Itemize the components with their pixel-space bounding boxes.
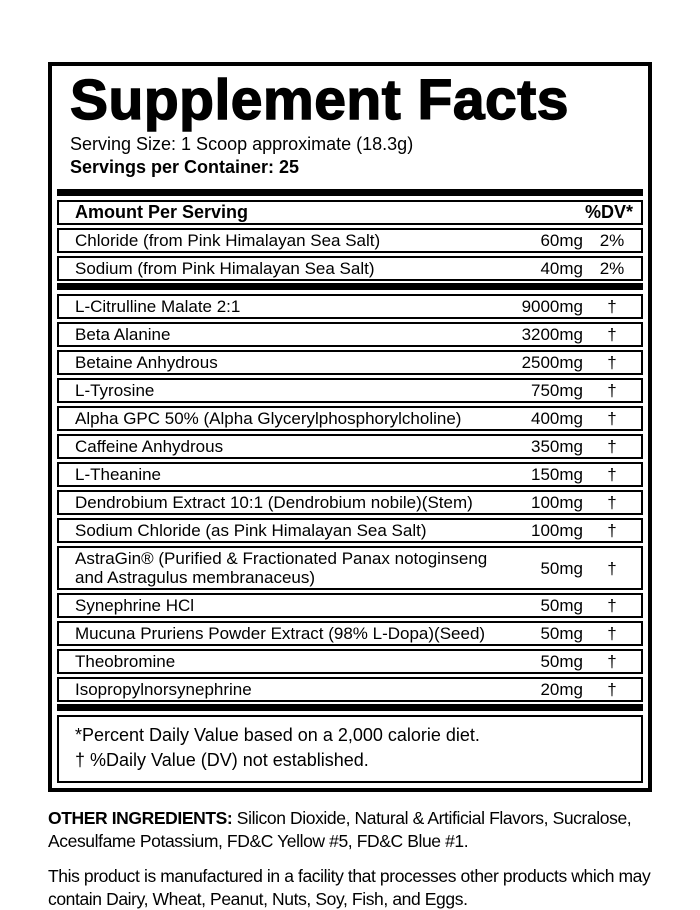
other-ingredients-text: Silicon Dioxide, Natural & Artificial Flavors, Sucralose, Acesulfame Potassium, FD&C Yellow #5, FD&C Blue #1.	[48, 808, 632, 851]
footnotes-box	[57, 715, 643, 783]
ingredient-amount: 50mg	[540, 558, 583, 578]
supplement-facts-panel	[48, 62, 652, 792]
ingredient-amount: 2500mg	[521, 353, 583, 372]
ingredient-amount: 150mg	[531, 465, 583, 484]
servings-per-container-line: Servings per Container: 25	[70, 157, 300, 177]
ingredient-amount: 40mg	[540, 259, 583, 278]
panel-title: Supplement Facts	[70, 68, 569, 132]
section-divider-bar	[57, 704, 643, 711]
ingredient-row	[57, 406, 643, 431]
ingredient-row	[57, 621, 643, 646]
daily-value-rows	[57, 228, 643, 281]
ingredient-name: Sodium Chloride (as Pink Himalayan Sea Salt)	[75, 521, 427, 540]
ingredient-name: AstraGin® (Purified & Fractionated Panax notoginseng and Astragulus membranaceus)	[75, 549, 488, 587]
ingredient-name: Betaine Anhydrous	[75, 353, 218, 372]
ingredient-name: Caffeine Anhydrous	[75, 437, 224, 456]
ingredient-name: Chloride (from Pink Himalayan Sea Salt)	[75, 231, 381, 250]
ingredient-amount: 9000mg	[521, 297, 583, 316]
ingredient-row	[57, 378, 643, 403]
ingredient-name: Synephrine HCl	[75, 596, 195, 615]
ingredient-dv: †	[607, 493, 617, 512]
ingredient-name: Theobromine	[75, 652, 176, 671]
ingredient-row	[57, 546, 643, 590]
ingredient-row	[57, 593, 643, 618]
ingredient-name: L-Theanine	[75, 465, 162, 484]
ingredient-dv: †	[607, 353, 617, 372]
ingredient-name: Dendrobium Extract 10:1 (Dendrobium nobile)(Stem)	[75, 493, 473, 512]
ingredient-dv: †	[607, 381, 617, 400]
dv-header: %DV*	[584, 202, 633, 222]
ingredient-name: Alpha GPC 50% (Alpha Glycerylphosphorylcholine)	[75, 409, 462, 428]
below-panel-text	[48, 807, 652, 910]
section-divider-bar	[57, 189, 643, 196]
ingredient-amount: 60mg	[540, 231, 583, 250]
ingredient-row	[57, 322, 643, 347]
ingredient-name: L-Tyrosine	[75, 381, 155, 400]
ingredient-dv: †	[607, 596, 617, 615]
ingredient-row	[57, 434, 643, 459]
ingredient-row	[57, 677, 643, 702]
section-divider-bar	[57, 283, 643, 290]
other-ingredients-paragraph	[48, 807, 652, 852]
ingredient-amount: 100mg	[531, 493, 583, 512]
ingredient-row	[57, 462, 643, 487]
panel-header	[57, 68, 643, 187]
footnote-percent-dv: *Percent Daily Value based on a 2,000 calorie diet.	[75, 725, 480, 745]
ingredient-dv: †	[607, 465, 617, 484]
allergen-paragraph: This product is manufactured in a facility that processes other products which may contain Dairy, Wheat, Peanut, Nuts, Soy, Fish, and Eggs.	[48, 866, 651, 909]
ingredient-amount: 50mg	[540, 652, 583, 671]
ingredient-dv: †	[607, 437, 617, 456]
ingredient-amount: 400mg	[531, 409, 583, 428]
ingredient-row	[57, 294, 643, 319]
ingredient-row	[57, 350, 643, 375]
ingredient-name: L-Citrulline Malate 2:1	[75, 297, 241, 316]
other-ingredients-label: OTHER INGREDIENTS:	[48, 808, 233, 828]
ingredient-amount: 350mg	[531, 437, 583, 456]
column-header-row	[57, 200, 643, 225]
amount-per-serving-header: Amount Per Serving	[75, 202, 249, 222]
ingredient-row	[57, 649, 643, 674]
ingredient-dv: †	[607, 521, 617, 540]
serving-size-line: Serving Size: 1 Scoop approximate (18.3g)	[70, 134, 414, 154]
ingredient-amount: 50mg	[540, 596, 583, 615]
ingredient-row	[57, 256, 643, 281]
footnote-dagger: † %Daily Value (DV) not established.	[75, 750, 369, 770]
ingredient-row	[57, 228, 643, 253]
ingredient-name: Isopropylnorsynephrine	[75, 680, 252, 699]
ingredient-dv: 2%	[599, 259, 625, 278]
ingredient-dv: †	[607, 652, 617, 671]
ingredient-name: Mucuna Pruriens Powder Extract (98% L-Dopa)(Seed)	[75, 624, 486, 643]
ingredient-amount: 750mg	[531, 381, 583, 400]
ingredient-amount: 20mg	[540, 680, 583, 699]
ingredient-row	[57, 518, 643, 543]
ingredient-dv: †	[607, 558, 617, 578]
ingredient-amount: 3200mg	[521, 325, 583, 344]
ingredient-dv: †	[607, 325, 617, 344]
ingredient-amount: 100mg	[531, 521, 583, 540]
ingredient-dv: †	[607, 297, 617, 316]
ingredient-row	[57, 490, 643, 515]
ingredient-amount: 50mg	[540, 624, 583, 643]
ingredient-dv: †	[607, 680, 617, 699]
ingredient-dv: 2%	[599, 231, 625, 250]
ingredient-rows	[57, 294, 643, 702]
ingredient-name: Beta Alanine	[75, 325, 171, 344]
ingredient-name: Sodium (from Pink Himalayan Sea Salt)	[75, 259, 375, 278]
ingredient-dv: †	[607, 624, 617, 643]
ingredient-dv: †	[607, 409, 617, 428]
